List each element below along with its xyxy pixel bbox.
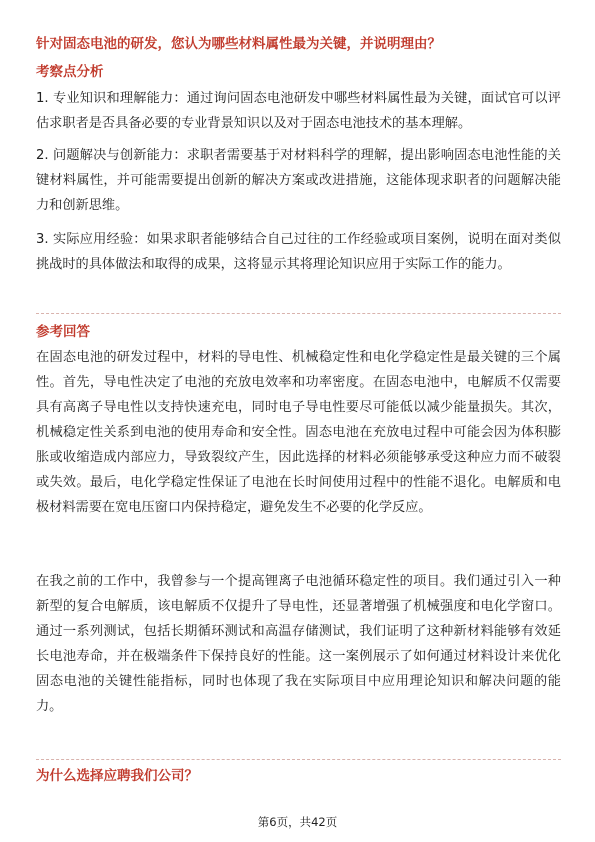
answer-paragraph-1: 在固态电池的研发过程中，材料的导电性、机械稳定性和电化学稳定性是最关键的三个属性。首先，导电性决定了电池的充放电效率和功率密度。在固态电池中，电解质不仅需要具有高离子导电性以支持快速充电，同时电子导电性要尽可能低以减少能量损失。其次，机械稳定性关系到电池的使用寿命和安全性。固态电池在充放电过程中可能会因为体积膨胀或收缩造成内部应力，导致裂纹产生，因此选择的材料必须能够承受这种应力而不破裂或失效。最后，电化学稳定性保证了电池在长时间使用过程中的性能不退化。电解质和电极材料需要在宽电压窗口内保持稳定，避免发生不必要的化学反应。 [36, 350, 561, 515]
answer-paragraph-2: 在我之前的工作中，我曾参与一个提高锂离子电池循环稳定性的项目。我们通过引入一种新型的复合电解质，该电解质不仅提升了导电性，还显著增强了机械强度和电化学窗口。通过一系列测试，包括长期循环测试和高温存储测试，我们证明了这种新材料能够有效延长电池寿命，并在极端条件下保持良好的性能。这一案例展示了如何通过材料设计来优化固态电池的关键性能指标，同时也体现了我在实际项目中应用理论知识和解决问题的能力。 [36, 574, 561, 714]
page-number: 第6页，共42页 [257, 815, 338, 829]
section-divider [36, 759, 561, 760]
analysis-item-2: 2. 问题解决与创新能力：求职者需要基于对材料科学的理解，提出影响固态电池性能的关键材料属性，并可能需要提出创新的解决方案或改进措施，这能体现求职者的问题解决能力和创新思维。 [36, 148, 561, 213]
analysis-item-3: 3. 实际应用经验：如果求职者能够结合自己过往的工作经验或项目案例，说明在面对类似挑战时的具体做法和取得的成果，这将显示其将理论知识应用于实际工作的能力。 [36, 232, 561, 272]
answer-title: 参考回答 [36, 324, 90, 340]
question-heading: 针对固态电池的研发，您认为哪些材料属性最为关键，并说明理由？ [36, 36, 441, 52]
analysis-title: 考察点分析 [36, 64, 104, 80]
analysis-item-1: 1. 专业知识和理解能力：通过询问固态电池研发中哪些材料属性最为关键，面试官可以评估求职者是否具备必要的专业背景知识以及对于固态电池技术的基本理解。 [36, 91, 561, 131]
next-section-title: 为什么选择应聘我们公司？ [36, 768, 198, 784]
section-divider [36, 313, 561, 314]
